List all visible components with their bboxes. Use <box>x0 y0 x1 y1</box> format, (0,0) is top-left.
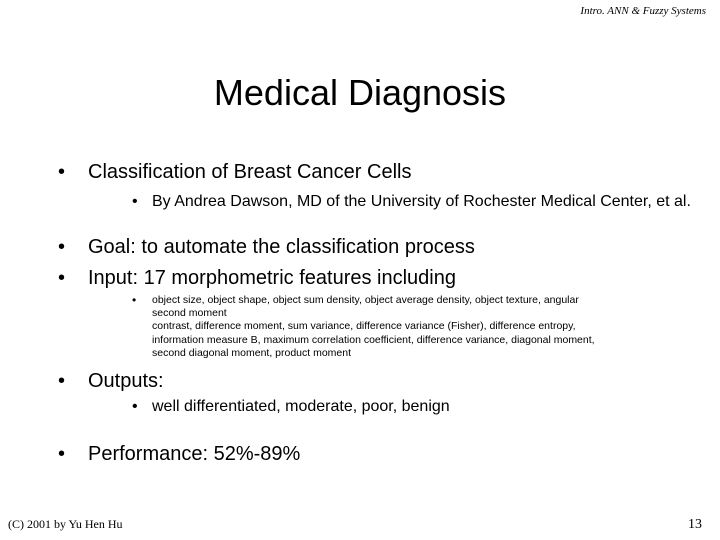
bullet-text: Input: 17 morphometric features including <box>88 267 456 289</box>
bullet-dot: • <box>58 370 66 392</box>
features-line: contrast, difference moment, sum variance, difference variance (Fisher), difference entropy, <box>152 320 576 333</box>
header-course-title: Intro. ANN & Fuzzy Systems <box>580 5 706 17</box>
subbullet-output-classes <box>132 397 692 417</box>
bullet-text: Outputs: <box>88 370 164 392</box>
page-number: 13 <box>688 517 702 532</box>
bullet-dot: • <box>58 161 66 183</box>
features-line: second diagonal moment, product moment <box>152 346 352 359</box>
bullet-performance <box>58 442 300 466</box>
bullet-text: Classification of Breast Cancer Cells <box>88 161 412 183</box>
bullet-dot: • <box>132 398 138 415</box>
bullet-classification <box>58 160 411 184</box>
bullet-outputs <box>58 369 164 393</box>
bullet-text: Goal: to automate the classification process <box>88 236 475 258</box>
subbullet-features <box>132 294 692 360</box>
bullet-dot: • <box>58 236 66 258</box>
slide-title: Medical Diagnosis <box>213 72 507 113</box>
bullet-dot: • <box>58 267 66 289</box>
bullet-dot: • <box>58 443 66 465</box>
bullet-input <box>58 266 456 290</box>
subbullet-text: By Andrea Dawson, MD of the University of Rochester Medical Center, et al. <box>152 193 691 210</box>
footer-copyright: (C) 2001 by Yu Hen Hu <box>8 517 123 531</box>
bullet-dot: • <box>132 193 138 210</box>
subbullet-text: well differentiated, moderate, poor, benign <box>152 398 450 415</box>
bullet-goal <box>58 235 475 259</box>
features-line: second moment <box>152 307 227 320</box>
bullet-text: Performance: 52%-89% <box>88 443 301 465</box>
bullet-dot: • <box>132 293 137 307</box>
features-line: object size, object shape, object sum density, object average density, object texture, angular <box>152 294 579 306</box>
subbullet-author <box>132 192 692 212</box>
features-line: information measure B, maximum correlation coefficient, difference variance, diagonal moment, <box>152 333 595 346</box>
features-text <box>152 294 595 360</box>
